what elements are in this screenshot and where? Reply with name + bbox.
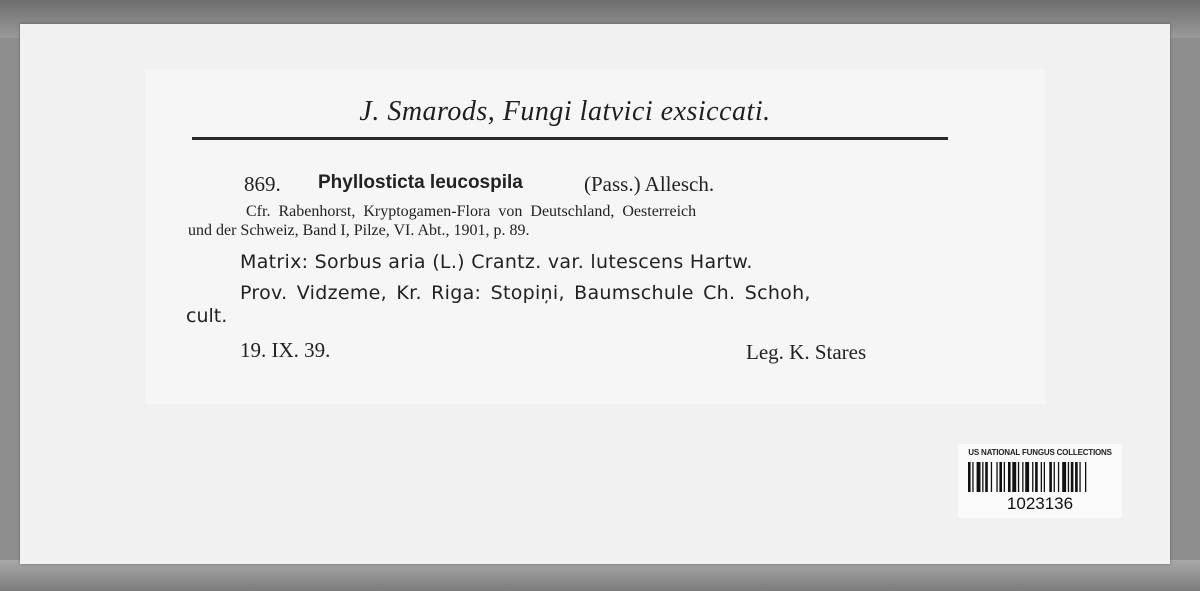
- locality-line-2: cult.: [186, 305, 228, 327]
- locality-line-1: Prov. Vidzeme, Kr. Riga: Stopiņi, Baumschule Ch. Schoh,: [240, 282, 811, 304]
- reference-line-1: Cfr. Rabenhorst, Kryptogamen-Flora von Deutschland, Oesterreich: [246, 203, 697, 220]
- matrix-line: Matrix: Sorbus aria (L.) Crantz. var. lutescens Hartw.: [240, 251, 753, 273]
- barcode-bar: [1075, 462, 1078, 492]
- barcode-bar: [991, 462, 992, 492]
- barcode-bar: [972, 462, 973, 492]
- barcode-bar: [1049, 462, 1052, 492]
- barcode-number: 1023136: [1006, 494, 1074, 513]
- barcode-bar: [1058, 462, 1059, 492]
- species-name: Phyllosticta leucospila: [318, 172, 523, 193]
- barcode-bar: [1068, 462, 1069, 492]
- barcode-bars: [968, 462, 1112, 492]
- barcode-bar: [977, 462, 981, 492]
- barcode-bar: [1035, 462, 1038, 492]
- specimen-number: 869.: [244, 172, 281, 196]
- barcode-bar: [996, 462, 997, 492]
- scan-background-bottom: [0, 560, 1200, 591]
- barcode-bar: [1085, 462, 1086, 492]
- barcode-title: US NATIONAL FUNGUS COLLECTIONS: [968, 448, 1112, 457]
- barcode-bar: [1041, 462, 1042, 492]
- barcode-bar: [999, 462, 1002, 492]
- barcode-bar: [982, 462, 983, 492]
- header-rule: [192, 137, 948, 140]
- barcode-bar: [1025, 462, 1029, 492]
- barcode-bar: [1071, 462, 1074, 492]
- barcode-bar: [1054, 462, 1055, 492]
- barcode-bar: [1062, 462, 1066, 492]
- barcode-bar: [1032, 462, 1033, 492]
- barcode-bar: [1012, 462, 1016, 492]
- reference-line-2: und der Schweiz, Band I, Pilze, VI. Abt., 1901, p. 89.: [188, 222, 530, 239]
- barcode-bar: [1079, 462, 1080, 492]
- collection-header: J. Smarods, Fungi latvici exsiccati.: [359, 96, 771, 127]
- barcode-bar: [1044, 462, 1045, 492]
- barcode-bar: [985, 462, 988, 492]
- barcode-sticker: [958, 444, 1122, 518]
- barcode-bar: [1008, 462, 1011, 492]
- species-author: (Pass.) Allesch.: [584, 172, 715, 196]
- barcode-bar: [1004, 462, 1005, 492]
- collection-date: 19. IX. 39.: [240, 338, 331, 362]
- barcode-bar: [1018, 462, 1019, 492]
- barcode-bar: [1022, 462, 1023, 492]
- barcode-bar: [968, 462, 971, 492]
- collector-name: Leg. K. Stares: [746, 340, 867, 364]
